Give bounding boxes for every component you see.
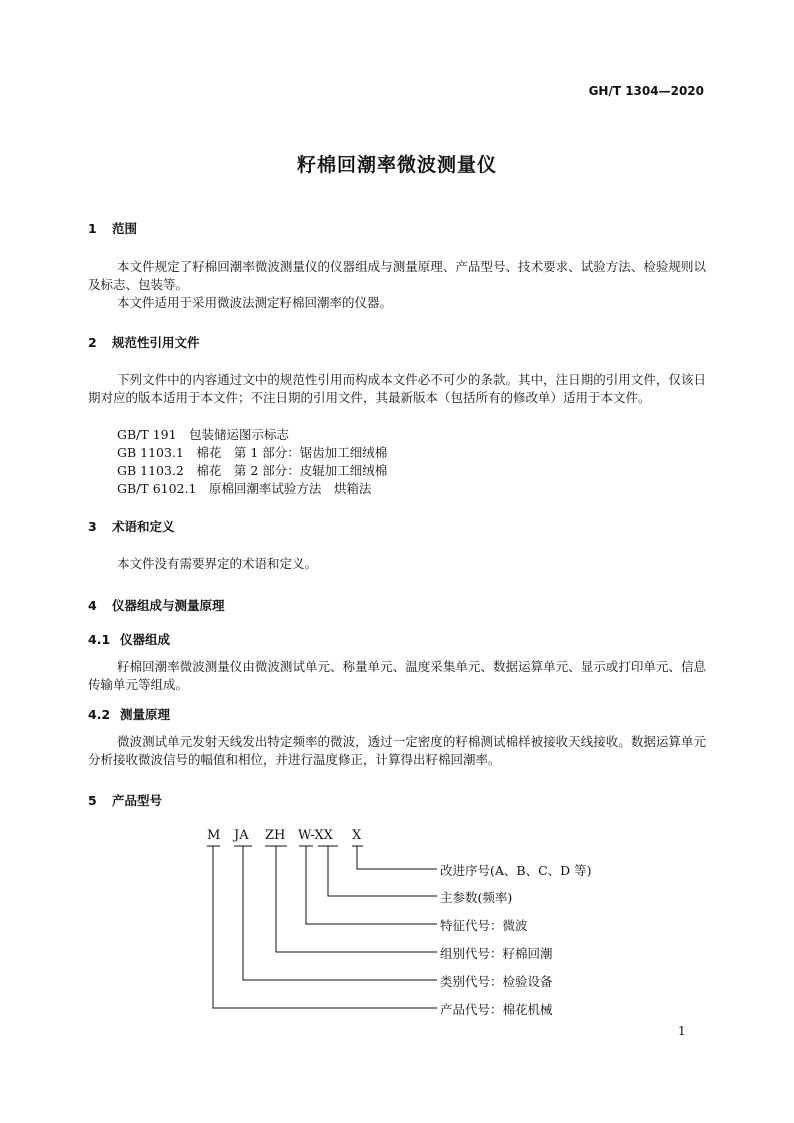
label-feature-code: 特征代号：微波 [440, 918, 528, 933]
document-title: 籽棉回潮率微波测量仪 [296, 154, 497, 176]
section-title: 规范性引用文件 [112, 335, 200, 350]
reference-item: GB/T 191 包装储运图示标志 [117, 427, 290, 442]
section-title: 产品型号 [112, 793, 163, 808]
code-product: M [207, 828, 221, 843]
section-number: 4.1 [88, 632, 111, 647]
section-2-paragraph-1: 下列文件中的内容通过文中的规范性引用而构成本文件必不可少的条款。其中，注日期的引用文件，仅该日期对应的版本适用于本文件；不注日期的引用文件，其最新版本（包括所有的修改单）适用于本文件。 [88, 372, 706, 405]
reference-item: GB 1103.1 棉花 第 1 部分：锯齿加工细绒棉 [117, 445, 388, 460]
section-number: 5 [88, 793, 97, 808]
label-group-code: 组别代号：籽棉回潮 [440, 946, 553, 961]
section-number: 4 [88, 598, 97, 613]
section-4-1-paragraph: 籽棉回潮率微波测量仪由微波测试单元、称量单元、温度采集单元、数据运算单元、显示或打印单元、信息传输单元等组成。 [88, 659, 706, 692]
section-number: 3 [88, 519, 97, 534]
reference-item: GB 1103.2 棉花 第 2 部分：皮辊加工细绒棉 [117, 463, 388, 478]
section-1-paragraph-2: 本文件适用于采用微波法测定籽棉回潮率的仪器。 [117, 295, 393, 310]
section-number: 2 [88, 335, 97, 350]
label-revision: 改进序号(A、B、C、D 等) [440, 863, 592, 878]
label-product-code: 产品代号：棉花机械 [440, 1002, 553, 1017]
section-4-2-paragraph: 微波测试单元发射天线发出特定频率的微波，透过一定密度的籽棉测试棉样被接收天线接收。数据运算单元分析接收微波信号的幅值和相位，并进行温度修正，计算得出籽棉回潮率。 [88, 734, 706, 767]
label-category-code: 类别代号：检验设备 [440, 974, 553, 989]
section-title: 测量原理 [120, 707, 171, 722]
section-number: 1 [88, 221, 97, 236]
code-category: JA [234, 828, 249, 843]
standard-number: GH/T 1304—2020 [588, 84, 704, 98]
section-title: 术语和定义 [112, 519, 175, 534]
section-number: 4.2 [88, 707, 111, 722]
code-revision: X [352, 828, 362, 843]
section-1-paragraph-1: 本文件规定了籽棉回潮率微波测量仪的仪器组成与测量原理、产品型号、技术要求、试验方法、检验规则以及标志、包装等。 [88, 259, 706, 292]
section-title: 范围 [112, 221, 138, 236]
section-title: 仪器组成 [120, 632, 171, 647]
page-number: 1 [678, 1024, 686, 1038]
section-title: 仪器组成与测量原理 [112, 598, 225, 613]
reference-item: GB/T 6102.1 原棉回潮率试验方法 烘箱法 [117, 481, 372, 496]
code-group: ZH [265, 828, 286, 843]
label-main-parameter: 主参数(频率) [440, 890, 513, 905]
code-feature-parameter: W-XX [298, 828, 333, 843]
section-3-paragraph-1: 本文件没有需要界定的术语和定义。 [117, 556, 318, 571]
